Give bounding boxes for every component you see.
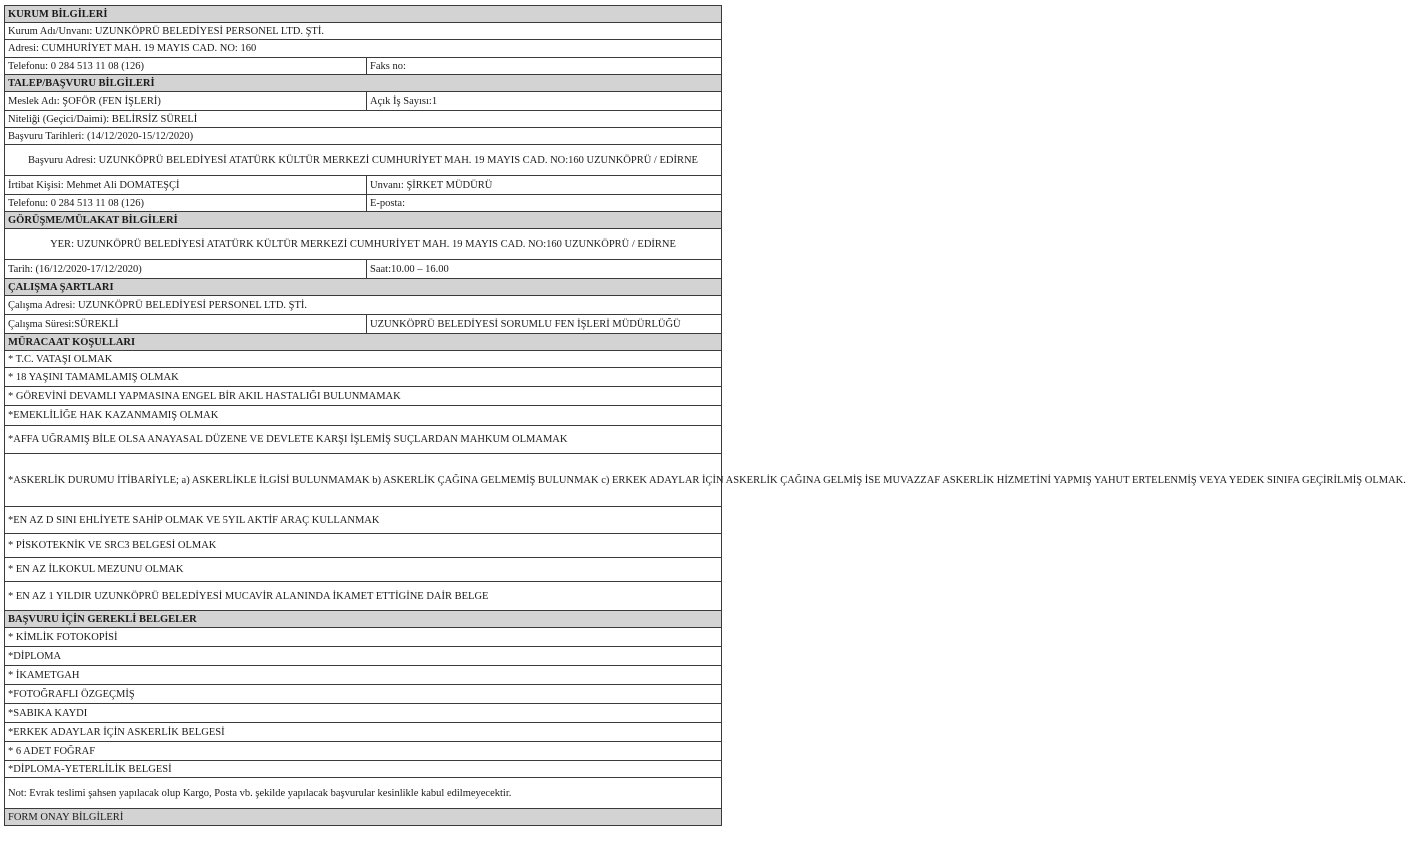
section-talep-header: TALEP/BAŞVURU BİLGİLERİ [5,75,722,92]
talep-eposta: E-posta: [367,195,722,212]
belgeler-note: Not: Evrak teslimi şahsen yapılacak olup Kargo, Posta vb. şekilde yapılacak başvurular kesinlikle kabul edilmeyecektir. [5,778,722,809]
irtibat-unvani: Unvanı: ŞİRKET MÜDÜRÜ [367,176,722,195]
muracaat-item: * GÖREVİNİ DEVAMLI YAPMASINA ENGEL BİR AKIL HASTALIĞI BULUNMAMAK [5,387,722,406]
irtibat-kisisi: İrtibat Kişisi: Mehmet Ali DOMATEŞÇİ [5,176,367,195]
calisma-suresi: Çalışma Süresi:SÜREKLİ [5,315,367,334]
kurum-faks: Faks no: [367,58,722,75]
belge-item: *FOTOĞRAFLI ÖZGEÇMİŞ [5,685,722,704]
section-muracaat-header: MÜRACAAT KOŞULLARI [5,334,722,351]
meslek-adi: Meslek Adı: ŞOFÖR (FEN İŞLERİ) [5,92,367,111]
calisma-adresi: Çalışma Adresi: UZUNKÖPRÜ BELEDİYESİ PERSONEL LTD. ŞTİ. [5,296,722,315]
basvuru-adresi: Başvuru Adresi: UZUNKÖPRÜ BELEDİYESİ ATATÜRK KÜLTÜR MERKEZİ CUMHURİYET MAH. 19 MAYIS CAD. NO:160 UZUNKÖPRÜ / EDİRNE [5,145,722,176]
muracaat-item: *EN AZ D SINI EHLİYETE SAHİP OLMAK VE 5YIL AKTİF ARAÇ KULLANMAK [5,507,722,534]
gorusme-saat: Saat:10.00 – 16.00 [367,260,722,279]
calisma-mudurluk: UZUNKÖPRÜ BELEDİYESİ SORUMLU FEN İŞLERİ MÜDÜRLÜĞÜ [367,315,722,334]
section-form-onay-header: FORM ONAY BİLGİLERİ [5,809,722,826]
section-belgeler-header: BAŞVURU İÇİN GEREKLİ BELGELER [5,611,722,628]
acik-is-sayisi: Açık İş Sayısı:1 [367,92,722,111]
kurum-telefon: Telefonu: 0 284 513 11 08 (126) [5,58,367,75]
muracaat-item: *EMEKLİLİĞE HAK KAZANMAMIŞ OLMAK [5,406,722,426]
section-gorusme-header: GÖRÜŞME/MÜLAKAT BİLGİLERİ [5,212,722,229]
belge-item: * İKAMETGAH [5,666,722,685]
kurum-adres: Adresi: CUMHURİYET MAH. 19 MAYIS CAD. NO: 160 [5,40,722,58]
gorusme-yer: YER: UZUNKÖPRÜ BELEDİYESİ ATATÜRK KÜLTÜR MERKEZİ CUMHURİYET MAH. 19 MAYIS CAD. NO:160 UZUNKÖPRÜ / EDİRNE [5,229,722,260]
section-calisma-header: ÇALIŞMA ŞARTLARI [5,279,722,296]
belge-item: *DİPLOMA-YETERLİLİK BELGESİ [5,761,722,778]
belge-item: * 6 ADET FOĞRAF [5,742,722,761]
section-kurum-header: KURUM BİLGİLERİ [5,6,722,23]
application-form-table [4,5,1406,826]
belge-item: *ERKEK ADAYLAR İÇİN ASKERLİK BELGESİ [5,723,722,742]
muracaat-item: * EN AZ İLKOKUL MEZUNU OLMAK [5,558,722,582]
niteligi: Niteliği (Geçici/Daimi): BELİRSİZ SÜRELİ [5,111,722,128]
muracaat-item: * EN AZ 1 YILDIR UZUNKÖPRÜ BELEDİYESİ MUCAVİR ALANINDA İKAMET ETTİGİNE DAİR BELGE [5,582,722,611]
belge-item: *SABIKA KAYDI [5,704,722,723]
muracaat-item-askerlik: *ASKERLİK DURUMU İTİBARİYLE; a) ASKERLİKLE İLGİSİ BULUNMAMAK b) ASKERLİK ÇAĞINA GELMEMİŞ BULUNMAK c) ERKEK ADAYLAR İÇİN ASKERLİK ÇAĞINA GELMİŞ İSE MUVAZZAF ASKERLİK HİZMETİNİ YAPMIŞ YAHUT ERTELENMİŞ VEYA YEDEK SINIFA GEÇİRİLMİŞ OLMAK. [5,454,722,507]
talep-telefon: Telefonu: 0 284 513 11 08 (126) [5,195,367,212]
belge-item: * KİMLİK FOTOKOPİSİ [5,628,722,647]
belge-item: *DİPLOMA [5,647,722,666]
kurum-adi: Kurum Adı/Unvanı: UZUNKÖPRÜ BELEDİYESİ PERSONEL LTD. ŞTİ. [5,23,722,40]
gorusme-tarih: Tarih: (16/12/2020-17/12/2020) [5,260,367,279]
muracaat-item: * PİSKOTEKNİK VE SRC3 BELGESİ OLMAK [5,534,722,558]
basvuru-tarihleri: Başvuru Tarihleri: (14/12/2020-15/12/2020) [5,128,722,145]
muracaat-item: * T.C. VATAŞI OLMAK [5,351,722,368]
muracaat-item: *AFFA UĞRAMIŞ BİLE OLSA ANAYASAL DÜZENE VE DEVLETE KARŞI İŞLEMİŞ SUÇLARDAN MAHKUM OLMAMAK [5,426,722,454]
muracaat-item: * 18 YAŞINI TAMAMLAMIŞ OLMAK [5,368,722,387]
